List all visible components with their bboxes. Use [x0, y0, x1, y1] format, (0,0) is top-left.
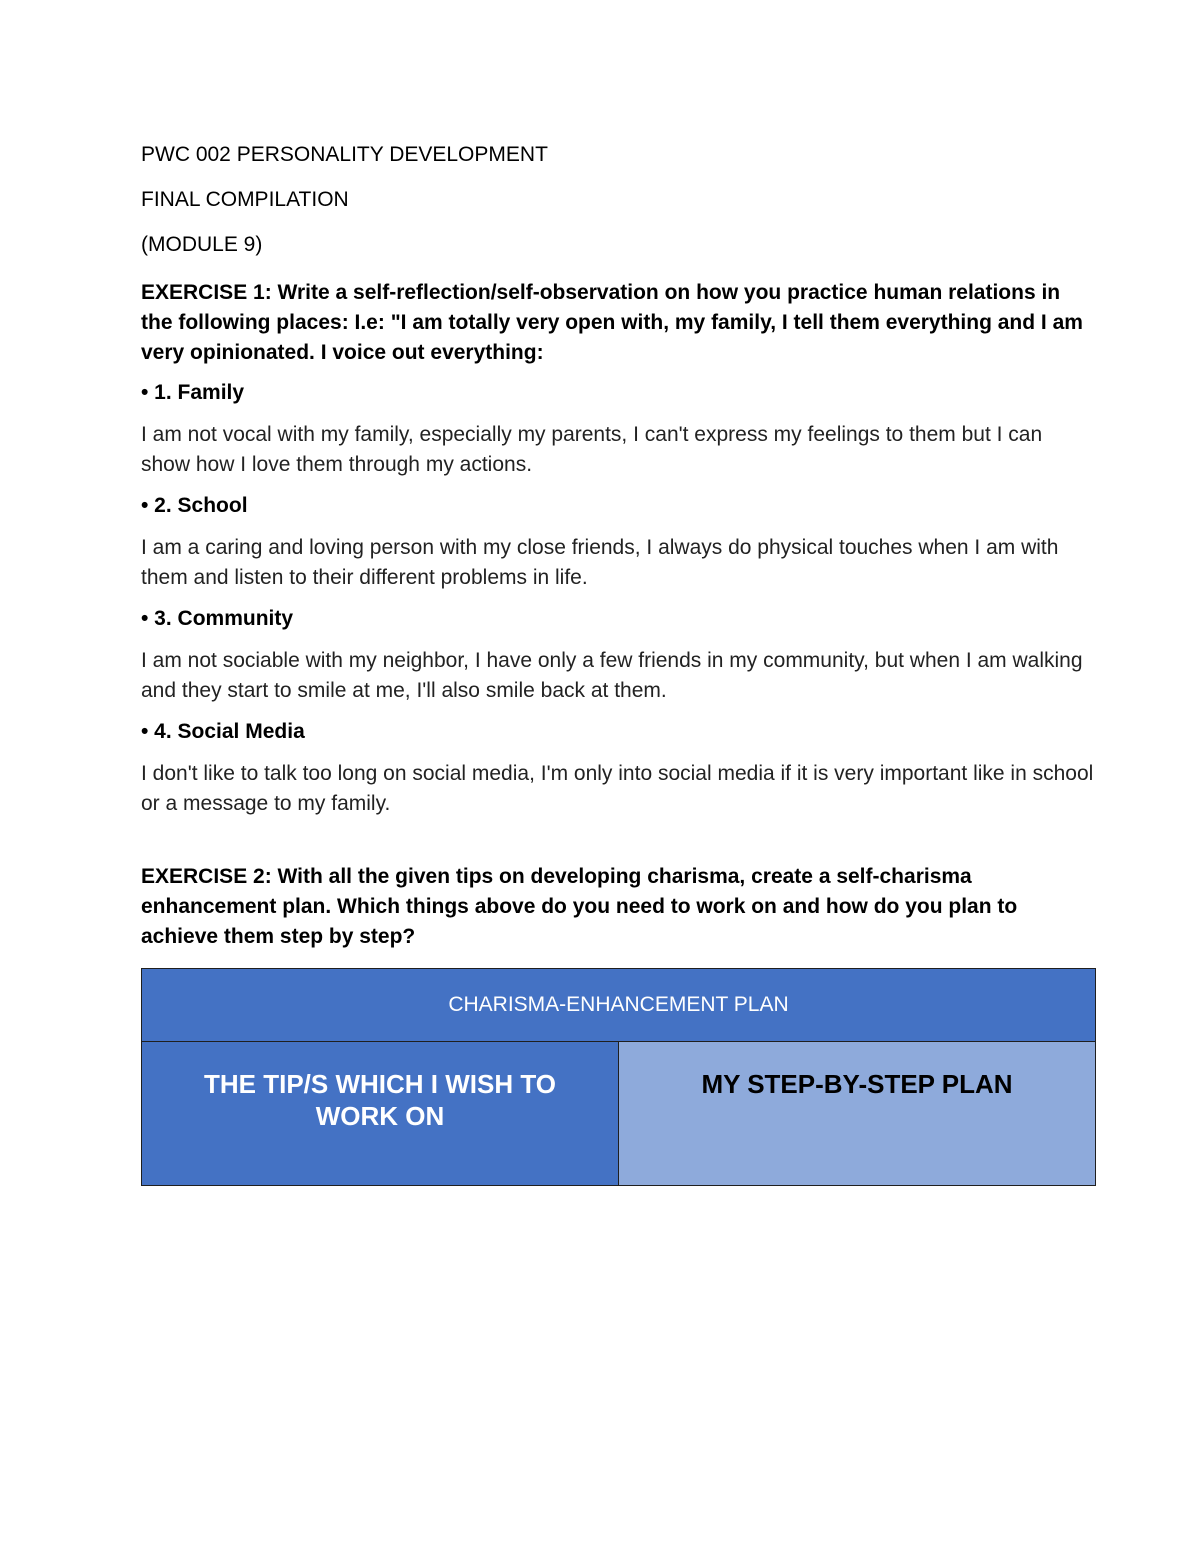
- course-title: PWC 002 PERSONALITY DEVELOPMENT: [141, 143, 548, 166]
- section-spacer: [141, 832, 1096, 862]
- charisma-plan-table: [141, 968, 1096, 1186]
- column-header-plan: [619, 1042, 1096, 1186]
- exercise-1-item: [141, 606, 1096, 706]
- item-heading-community: • 3. Community: [141, 607, 294, 630]
- compilation-title: FINAL COMPILATION: [141, 188, 349, 211]
- item-text-family: I am not vocal with my family, especially my parents, I can't express my feelings to them but I can show how I love them through my actions.: [141, 423, 1043, 476]
- item-heading-social-media: • 4. Social Media: [141, 720, 305, 743]
- exercise-1-item: [141, 493, 1096, 593]
- column-header-plan-label: MY STEP-BY-STEP PLAN: [701, 1069, 1013, 1099]
- item-heading-school: • 2. School: [141, 494, 248, 517]
- item-text-school: I am a caring and loving person with my close friends, I always do physical touches when I am with them and listen to their different problems in life.: [141, 536, 1059, 589]
- plan-title-row: [142, 969, 1096, 1042]
- exercise-1-item: [141, 719, 1096, 819]
- column-header-tips-label: THE TIP/S WHICH I WISH TO WORK ON: [204, 1069, 556, 1131]
- exercise-1-prompt: EXERCISE 1: Write a self-reflection/self-observation on how you practice human relations in the following places: I.e: "I am totally very open with, my family, I tell them everything and I am very opinionated. I voice out everything:: [141, 281, 1083, 364]
- exercise-1-item: [141, 380, 1096, 480]
- document-content: [141, 143, 1096, 1186]
- plan-title: CHARISMA-ENHANCEMENT PLAN: [142, 969, 1096, 1042]
- column-header-tips: [142, 1042, 619, 1186]
- item-heading-family: • 1. Family: [141, 381, 245, 404]
- item-text-community: I am not sociable with my neighbor, I have only a few friends in my community, but when I am walking and they start to smile at me, I'll also smile back at them.: [141, 649, 1083, 702]
- module-label: (MODULE 9): [141, 233, 263, 256]
- exercise-2-prompt: EXERCISE 2: With all the given tips on developing charisma, create a self-charisma enhancement plan. Which things above do you need to work on and how do you plan to achieve them step by step?: [141, 865, 1018, 948]
- item-text-social-media: I don't like to talk too long on social media, I'm only into social media if it is very important like in school or a message to my family.: [141, 762, 1094, 815]
- plan-header-row: [142, 1042, 1096, 1186]
